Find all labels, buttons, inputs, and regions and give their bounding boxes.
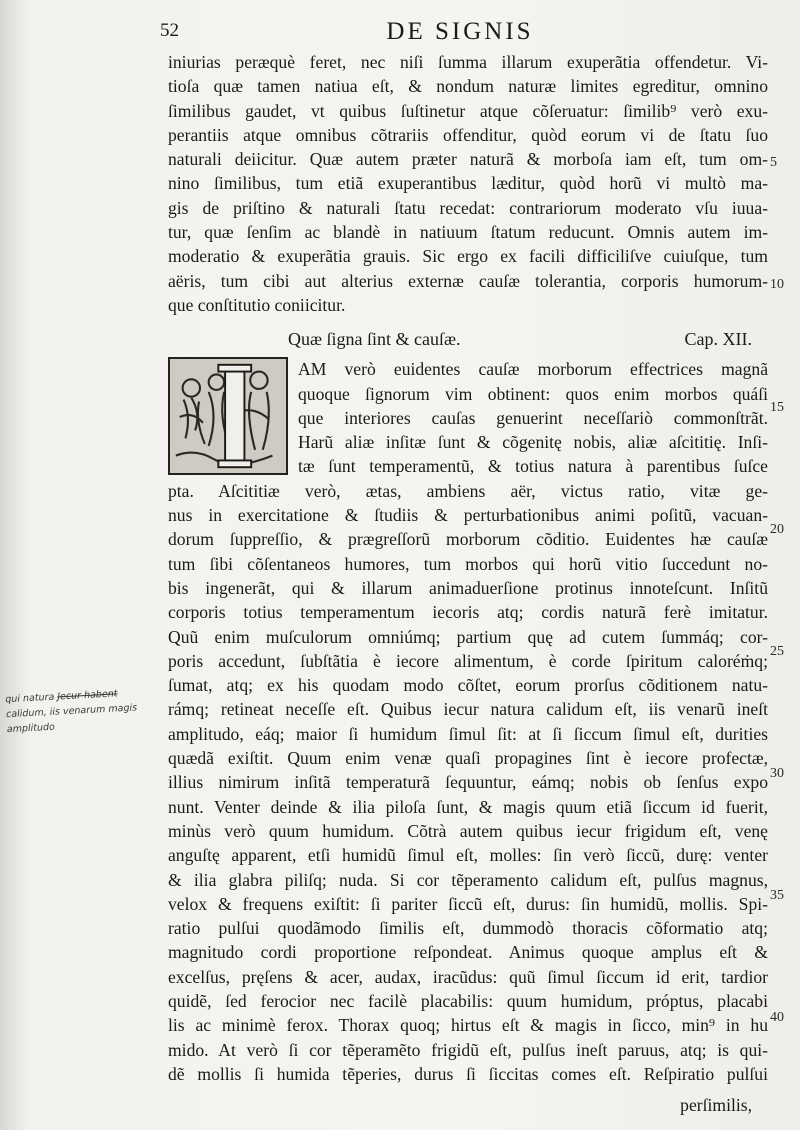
text-line: tur, quæ ſenſim ac blandè in natiuum ſtatum reducunt. Omnis autem im- bbox=[168, 222, 768, 243]
text-line: moderatio & exuperãtia grauis. Sic ergo ex facili difficiliſve cuiuſque, tum bbox=[168, 246, 768, 267]
text-line: minùs verò quum humidum. Cõtrà autem quibus iecur frigidum eſt, venę bbox=[168, 820, 768, 841]
text-line: amplitudo, eáq; maior ſi humidum ſimul ſit: at ſi ſiccum ſimul eſt, durities bbox=[168, 723, 768, 744]
text-line: pta. Aſcititiæ verò, ætas, ambiens aër, victus ratio, vitæ ge- bbox=[168, 480, 768, 501]
text-line: dẽ mollis ſi humida tẽperies, durus ſi ſiccitas comes eſt. Reſpiratio pulſui bbox=[168, 1063, 768, 1084]
margin-note-text: amplitudo bbox=[6, 721, 56, 736]
text-line: anguſtę apparent, etſi humidũ ſimul eſt, molles: ſin verò ſiccũ, durę: venter bbox=[168, 845, 768, 866]
decorated-initial-letter-icon bbox=[168, 357, 288, 475]
margin-note-text: qui natura bbox=[5, 691, 55, 706]
line-number: 20 bbox=[770, 522, 784, 537]
paragraph-1 bbox=[168, 50, 768, 317]
chapter-number: Cap. XII. bbox=[684, 328, 752, 349]
text-line: & ilia glabra piliſq; nuda. Si cor tẽperamento calidum eſt, pulſus magnus, bbox=[168, 869, 768, 890]
text-line: nus in exercitatione & ſtudiis & perturbationibus animi poſitũ, vacuan- bbox=[168, 505, 768, 526]
chapter-title: Quæ ſigna ſint & cauſæ. bbox=[288, 328, 461, 349]
line-number: 40 bbox=[770, 1010, 784, 1025]
chapter-heading bbox=[168, 317, 768, 357]
text-line: ſimilibus gaudet, vt quibus ſuſtinetur atque cõſeruatur: ſimilib⁹ verò exu- bbox=[168, 100, 768, 121]
handwritten-margin-note bbox=[5, 684, 167, 737]
text-line: tæ ſunt temperamentũ, & totius natura à parentibus ſuſce bbox=[298, 456, 768, 477]
text-line: perantiis atque omnibus cõtrariis offenditur, quòd eorum vi de ſtatu ſuo bbox=[168, 124, 768, 145]
text-line: AM verò euidentes cauſæ morborum effectrices magnã bbox=[298, 359, 768, 380]
text-line: nunt. Venter deinde & ilia piloſa ſunt, & magis quum etiã ſiccum id fuerit, bbox=[168, 796, 768, 817]
text-line: bis ingenerãt, qui & illarum animaduerſione protinus innoteſcunt. Inſitũ bbox=[168, 577, 768, 598]
text-line: gis de priſtino & naturali ſtatu recedat: contrariorum moderato vſu iuua- bbox=[168, 197, 768, 218]
line-number: 35 bbox=[770, 888, 784, 903]
paragraph-2 bbox=[168, 357, 768, 1086]
running-head: DE SIGNIS bbox=[386, 18, 534, 45]
text-line: aëris, tum cibi aut alterius externæ cauſæ tolerantia, corporis humorum- bbox=[168, 270, 768, 291]
text-line: excelſus, pręſens & acer, audax, iracũdus: quũ ſimul ſiccum id erit, tardior bbox=[168, 966, 768, 987]
text-line: quidẽ, ſed ferocior nec facilè placabilis: quum humidum, próptus, placabi bbox=[168, 990, 768, 1011]
text-line: ratio pulſui quodãmodo ſimilis eſt, dummodò thoracis cõformatio atq; bbox=[168, 918, 768, 939]
text-line: iniurias peræquè feret, nec niſi ſumma illarum exuperãtia offendetur. Vi- bbox=[168, 52, 768, 72]
text-line: corporis totius temperamentum iecoris atq; cordis naturã ferè imitatur. bbox=[168, 602, 768, 623]
text-line: Harũ aliæ inſitæ ſunt & cõgenitę nobis, aliæ aſcititię. Inſi- bbox=[298, 432, 768, 453]
text-line: nino ſimilibus, tum etiã exuperantibus læditur, quòd horũ vi multò ma- bbox=[168, 173, 768, 194]
catchword: perſimilis, bbox=[680, 1095, 752, 1115]
line-number: 15 bbox=[770, 400, 784, 415]
text-line: que conſtitutio coniicitur. bbox=[168, 294, 346, 315]
line-number: 5 bbox=[770, 155, 777, 170]
margin-note-struck-text: Jecur habent bbox=[57, 688, 118, 703]
text-line: velox & frequens exiſtit: ſi pariter ſiccũ eſt, durus: ſin humidũ, mollis. Spi- bbox=[168, 893, 768, 914]
text-line: tioſa quæ tamen natiua eſt, & nondum naturæ limites egreditur, omnino bbox=[168, 76, 768, 97]
text-line: dorum ſuppreſſio, & prægreſſorũ morborum cõditio. Euidentes hæ cauſæ bbox=[168, 529, 768, 550]
text-line: quædã exiſtit. Quum enim venæ quaſi propagines ſint è iecore profectæ, bbox=[168, 748, 768, 769]
line-number: 10 bbox=[770, 277, 784, 292]
text-line: lis ac minimè ferox. Thorax quoq; hirtus eſt & magis in ſicco, min⁹ in hu bbox=[168, 1015, 768, 1036]
text-line: naturali deiicitur. Quæ autem præter naturã & morboſa iam eſt, tum om- bbox=[168, 149, 768, 170]
text-line: quoque ſignorum vim obtinent: quos enim morbos quáſi bbox=[298, 383, 768, 404]
text-line: que interiores cauſas genuerint neceſſariò commonſtrãt. bbox=[298, 407, 768, 428]
text-line: Quũ enim muſculorum omniúmq; partium quę ad cutem ſummáq; cor- bbox=[168, 626, 768, 647]
text-line: tum ſibi cõſentaneos humores, tum morbos qui horũ vitio ſuccedunt no- bbox=[168, 553, 768, 574]
main-text bbox=[168, 50, 768, 1086]
text-line: poris accedunt, ſubſtãtia è iecore alimentum, è corde ſpiritum caloréṁq; bbox=[168, 650, 768, 671]
page-header bbox=[160, 20, 760, 50]
text-line: rámq; retineat neceſſe eſt. Quibus iecur natura calidum eſt, iis venarũ ineſt bbox=[168, 699, 768, 720]
text-line: magnitudo cordi proportione reſpondeat. Animus quoque amplus eſt & bbox=[168, 942, 768, 963]
text-line: mido. At verò ſi cor tẽperamẽto frigidũ eſt, pulſus ineſt paruus, atq; is qui- bbox=[168, 1039, 768, 1060]
text-line: ſumat, atq; ex his quodam modo cõſtet, eorum prorſus cõditionem natu- bbox=[168, 675, 768, 696]
line-number: 25 bbox=[770, 644, 784, 659]
margin-note-text: calidum, iis venarum magis bbox=[5, 702, 138, 721]
line-number: 30 bbox=[770, 766, 784, 781]
text-line: illius nimirum inſitã temperaturã ſequuntur, eámq; nobis ob ſenſus expo bbox=[168, 772, 768, 793]
folio-number: 52 bbox=[160, 20, 179, 41]
